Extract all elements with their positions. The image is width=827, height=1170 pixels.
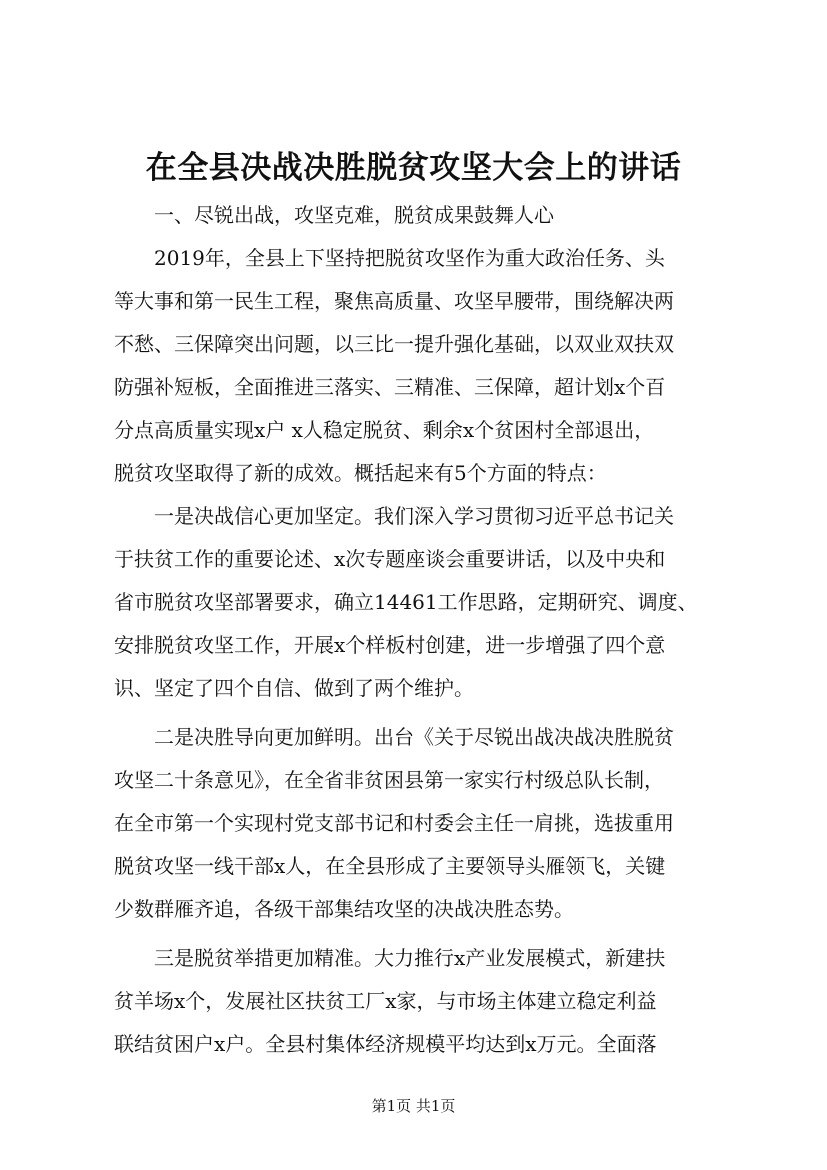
paragraph-line: 贫羊场x个，发展社区扶贫工厂x家，与市场主体建立稳定利益 [114,989,657,1013]
paragraph-line: 防强补短板，全面推进三落实、三精准、三保障，超计划x个百 [114,375,666,399]
section-heading: 一、尽锐出战，攻坚克难，脱贫成果鼓舞人心 [154,203,554,227]
paragraph-line: 于扶贫工作的重要论述、x次专题座谈会重要讲话，以及中央和 [114,547,666,571]
paragraph-line: 少数群雁齐追，各级干部集结攻坚的决战决胜态势。 [114,897,574,921]
paragraph-line: 不愁、三保障突出问题，以三比一提升强化基础，以双业双扶双 [114,332,674,356]
document-body [114,194,734,1066]
paragraph-line: 省市脱贫攻坚部署要求，确立14461工作思路，定期研究、调度、 [114,590,698,614]
paragraph-line: 等大事和第一民生工程，聚焦高质量、攻坚早腰带，围绕解决两 [114,289,674,313]
paragraph-line: 脱贫攻坚取得了新的成效。概括起来有5个方面的特点： [114,461,607,485]
paragraph-line: 二是决胜导向更加鲜明。出台《关于尽锐出战决战决胜脱贫 [154,725,674,749]
paragraph-line: 联结贫困户x户。全县村集体经济规模平均达到x万元。全面落 [114,1032,657,1056]
paragraph-line: 攻坚二十条意见》，在全省非贫困县第一家实行村级总队长制， [114,768,664,792]
paragraph-line: 在全市第一个实现村党支部书记和村委会主任一肩挑，选拔重用 [114,811,674,835]
paragraph-line: 安排脱贫攻坚工作，开展x个样板村创建，进一步增强了四个意 [114,633,666,657]
page-number: 第1页 共1页 [371,1097,456,1115]
paragraph-line: 分点高质量实现x户 x人稳定脱贫、剩余x个贫困村全部退出， [114,418,655,442]
document-title: 在全县决战决胜脱贫攻坚大会上的讲话 [145,150,682,186]
paragraph-line: 2019年，全县上下坚持把脱贫攻坚作为重大政治任务、头 [154,246,665,270]
paragraph-line: 识、坚定了四个自信、做到了两个维护。 [114,676,474,700]
paragraph-line: 三是脱贫举措更加精准。大力推行x产业发展模式，新建扶 [154,946,666,970]
paragraph-line: 一是决战信心更加坚定。我们深入学习贯彻习近平总书记关 [154,504,674,528]
paragraph-line: 脱贫攻坚一线干部x人，在全县形成了主要领导头雁领飞，关键 [114,854,666,878]
